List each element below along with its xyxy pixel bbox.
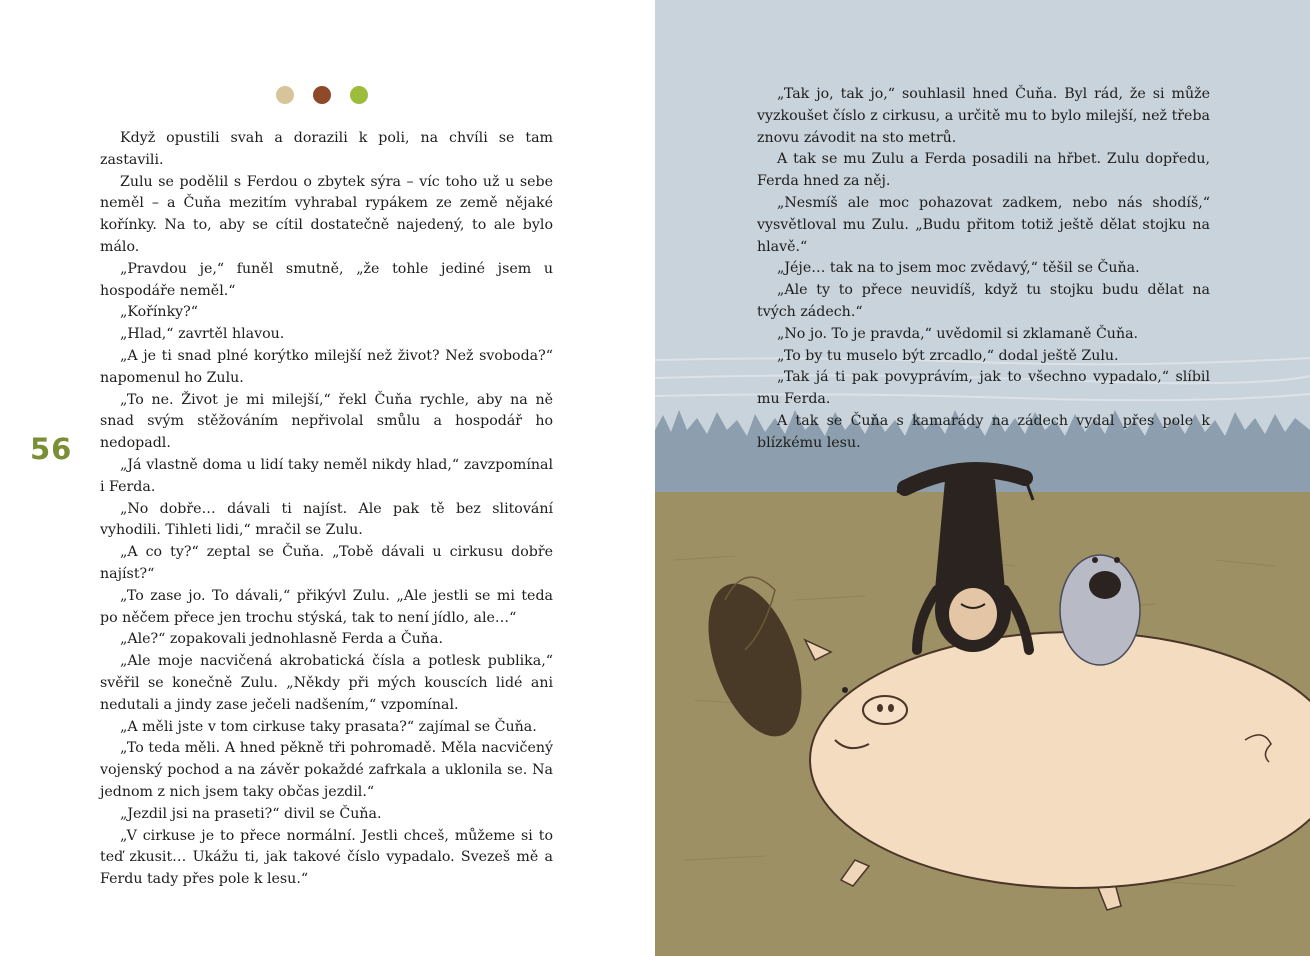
paragraph: „Já vlastně doma u lidí taky neměl nikdy hlad,“ zavzpomínal i Ferda.	[100, 456, 553, 495]
pig-nostril	[877, 704, 883, 712]
paragraph: „To zase jo. To dávali,“ přikývl Zulu. „Ale jestli se mi teda po něčem přece jen trochu stýská, tak to není jídlo, ale…“	[100, 587, 553, 626]
paragraph: „Tak jo, tak jo,“ souhlasil hned Čuňa. Byl rád, že si může vyzkoušet číslo z cirkusu, a určitě mu to bylo milejší, než třeba znovu závodit na sto metrů.	[757, 86, 1210, 146]
paragraph: „Jéje… tak na to jsem moc zvědavý,“ těšil se Čuňa.	[777, 260, 1140, 277]
paragraph: „A co ty?“ zeptal se Čuňa. „Tobě dávali u cirkusu dobře najíst?“	[100, 544, 553, 582]
paragraph: „A je ti snad plné korýtko milejší než život? Než svoboda?“ napomenul ho Zulu.	[100, 347, 553, 386]
paragraph: „To ne. Život je mi milejší,“ řekl Čuňa rychle, aby na ně snad svým stěžováním nepřivolal smůlu a hospodář ho nedopadl.	[100, 391, 553, 452]
paragraph: „No dobře… dávali ti najíst. Ale pak tě bez slitování vyhodili. Tihleti lidi,“ mračil se Zulu.	[100, 500, 553, 539]
pig-snout	[863, 696, 907, 724]
paragraph: „Ale moje nacvičená akrobatická čísla a potlesk publika,“ svěřil se konečně Zulu. „Někdy při mých kouscích lidé ani nedutali a jindy zase ječeli nadšením,“ vzpomínal.	[100, 653, 553, 713]
paragraph: „Pravdou je,“ funěl smutně, „že tohle jediné jsem u hospodáře neměl.“	[100, 260, 553, 299]
paragraph: A tak se mu Zulu a Ferda posadili na hřbet. Zulu dopředu, Ferda hned za něj.	[757, 151, 1210, 190]
pig-body	[810, 632, 1310, 888]
dog-mouth	[1089, 571, 1121, 599]
monkey-face	[949, 588, 997, 640]
paragraph: „Kořínky?“	[120, 304, 199, 321]
chapter-ornament	[276, 86, 376, 106]
paragraph: „To by tu muselo být zrcadlo,“ dodal ještě Zulu.	[777, 347, 1119, 364]
dog-eye	[1092, 557, 1098, 563]
dog	[1060, 555, 1140, 665]
dog-body	[1060, 555, 1140, 665]
paragraph: „V cirkuse je to přece normální. Jestli chceš, můžeme si to teď zkusit… Ukážu ti, jak takové číslo vypadalo. Svezeš mě a Ferdu tady přes pole k lesu.“	[100, 827, 553, 888]
paragraph: „A měli jste v tom cirkuse taky prasata?“ zajímal se Čuňa.	[120, 718, 537, 735]
paragraph: „Ale?“ zopakovali jednohlasně Ferda a Čuňa.	[120, 631, 444, 648]
paragraph: Když opustili svah a dorazili k poli, na chvíli se tam zastavili.	[100, 130, 553, 168]
paragraph: Zulu se podělil s Ferdou o zbytek sýra – víc toho už u sebe neměl – a Čuňa mezitím vyhrabal rypákem ze země nějaké kořínky. Na to, aby se cítil dostatečně najedený, to ale bylo málo.	[100, 173, 553, 255]
paragraph: A tak se Čuňa s kamarády na zádech vydal přes pole k blízkému lesu.	[757, 412, 1210, 451]
paragraph: „Nesmíš ale moc pohazovat zadkem, nebo nás shodíš,“ vysvětloval mu Zulu. „Budu přitom totiž ještě dělat stojku na hlavě.“	[757, 194, 1210, 255]
ornament-dot-beige	[276, 86, 294, 104]
paragraph: „Tak já ti pak povyprávím, jak to všechno vypadalo,“ slíbil mu Ferda.	[757, 369, 1210, 408]
left-page-text	[100, 128, 553, 891]
dog-eye	[1114, 557, 1120, 563]
right-page-text	[757, 84, 1210, 455]
paragraph: „Ale ty to přece neuvidíš, když tu stojku budu dělat na tvých zádech.“	[757, 282, 1210, 320]
paragraph: „Jezdil jsi na praseti?“ divil se Čuňa.	[120, 805, 382, 822]
pig-eye	[842, 687, 848, 693]
paragraph: „To teda měli. A hned pěkně tři pohromadě. Měla nacvičený vojenský pochod a na závěr pokaždé zafrkala a uklonila se. Na jednom z nich jsem taky občas jezdil.“	[100, 740, 553, 800]
pig-nostril	[888, 704, 894, 712]
ornament-dot-brown	[313, 86, 331, 104]
paragraph: „No jo. To je pravda,“ uvědomil si zklamaně Čuňa.	[777, 325, 1139, 342]
page-number: 56	[30, 432, 73, 466]
ornament-dot-green	[350, 86, 368, 104]
paragraph: „Hlad,“ zavrtěl hlavou.	[120, 326, 285, 343]
